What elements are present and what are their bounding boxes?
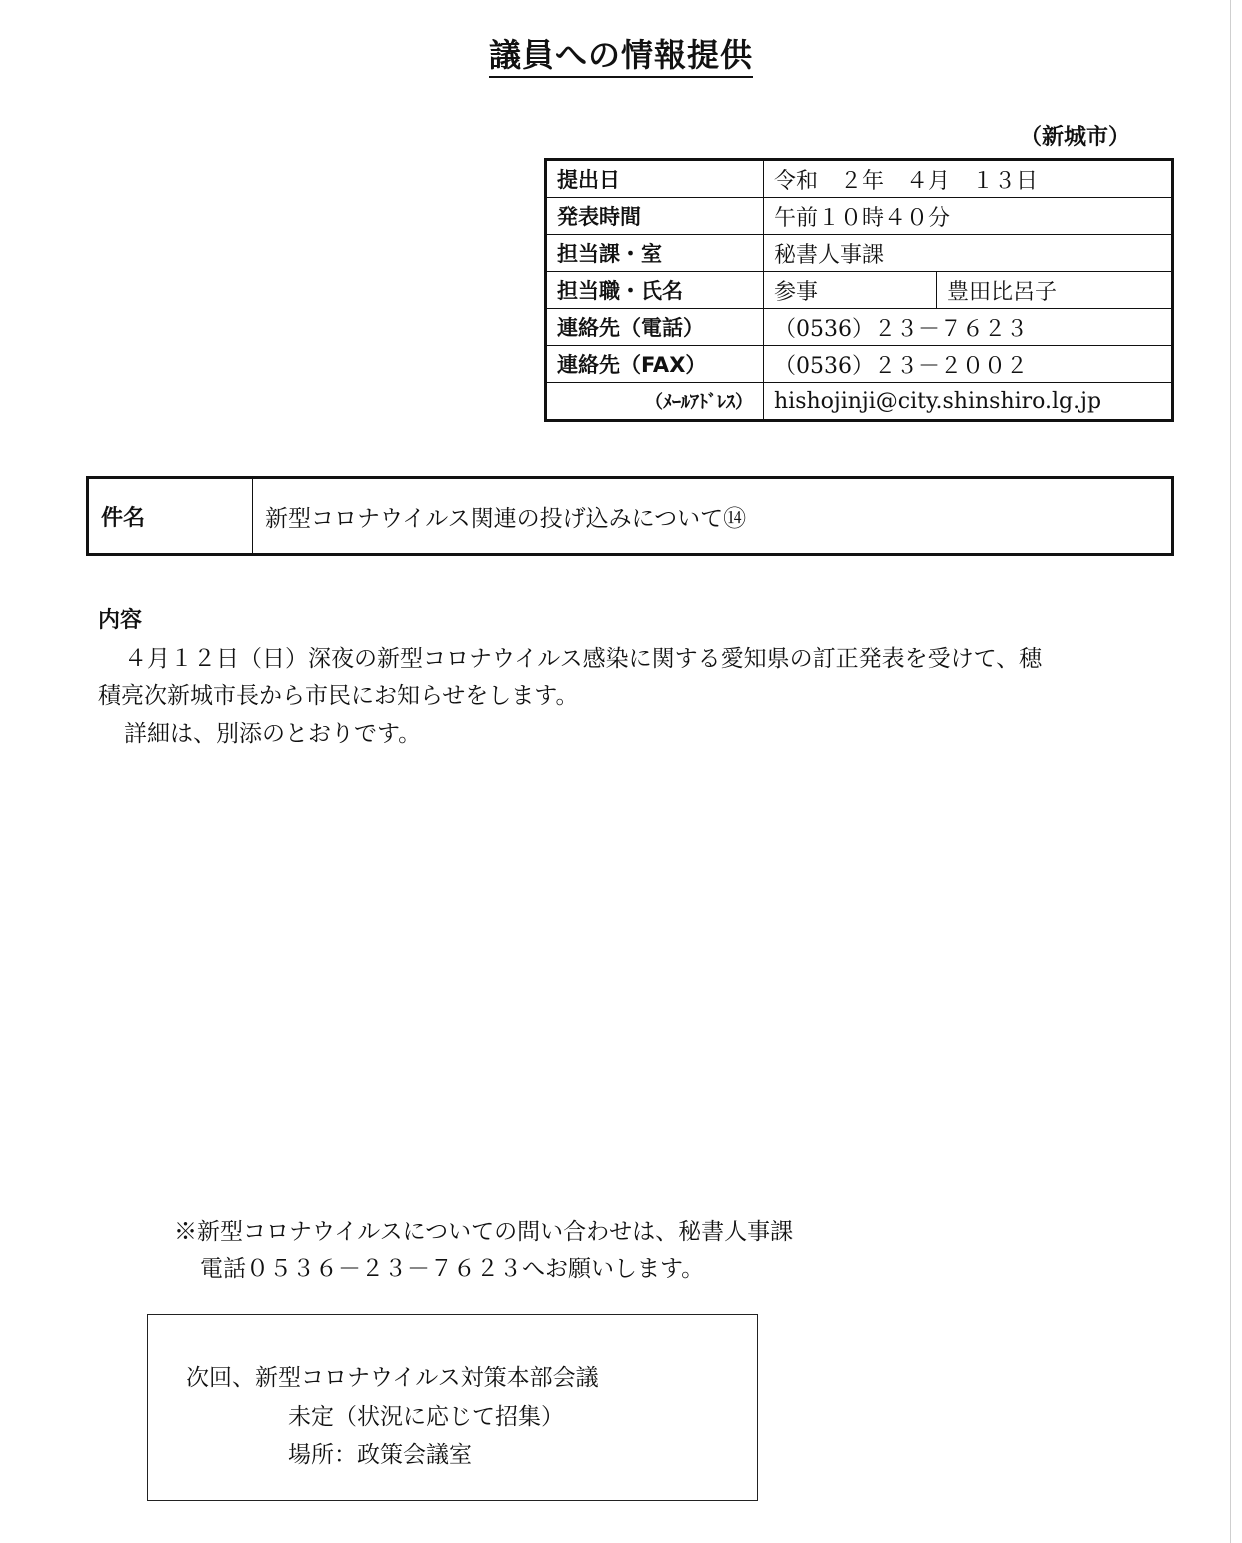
inquiry-note-line-2: 電話０５３６－２３－７６２３へお願いします。 (200, 1256, 705, 1282)
meeting-line-2: 未定（状況に応じて招集） (288, 1404, 564, 1430)
phone-value: （0536）２３－７６２３ (764, 309, 1173, 346)
department-value: 秘書人事課 (764, 235, 1173, 272)
fax-label: 連絡先（FAX） (546, 346, 764, 383)
subject-value: 新型コロナウイルス関連の投げ込みについて⑭ (253, 478, 1173, 555)
person-name: 豊田比呂子 (937, 272, 1173, 309)
content-heading: 内容 (98, 608, 143, 633)
inquiry-note-line-1: ※新型コロナウイルスについての問い合わせは、秘書人事課 (174, 1219, 794, 1245)
release-time-label: 発表時間 (546, 198, 764, 235)
fax-value: （0536）２３－２００２ (764, 346, 1173, 383)
meeting-box (147, 1314, 758, 1501)
table-row (546, 160, 1173, 198)
submit-date-label: 提出日 (546, 160, 764, 198)
content-line-3: 詳細は、別添のとおりです。 (124, 721, 422, 747)
person-label: 担当職・氏名 (546, 272, 764, 309)
page-edge (1230, 0, 1231, 1543)
table-row (546, 198, 1173, 235)
submit-date-value: 令和 ２年 ４月 １３日 (764, 160, 1173, 198)
release-time-value: 午前１０時４０分 (764, 198, 1173, 235)
subject-table (86, 476, 1174, 556)
table-row (88, 478, 1173, 555)
subject-label: 件名 (88, 478, 253, 555)
meeting-line-1: 次回、新型コロナウイルス対策本部会議 (186, 1365, 599, 1391)
email-label: （ﾒｰﾙｱﾄﾞﾚｽ） (546, 383, 764, 421)
table-row (546, 309, 1173, 346)
table-row (546, 346, 1173, 383)
meeting-line-3: 場所：政策会議室 (288, 1442, 472, 1468)
document-title: 議員への情報提供 (0, 30, 1242, 76)
table-row (546, 272, 1173, 309)
table-row (546, 383, 1173, 421)
person-title: 参事 (764, 272, 937, 309)
content-line-2: 積亮次新城市長から市民にお知らせをします。 (98, 683, 579, 709)
content-line-1: ４月１２日（日）深夜の新型コロナウイルス感染に関する愛知県の訂正発表を受けて、穂 (124, 646, 1043, 672)
email-value: hishojinji@city.shinshiro.lg.jp (764, 383, 1173, 421)
table-row (546, 235, 1173, 272)
city-name: （新城市） (1020, 125, 1131, 150)
info-table (544, 158, 1174, 422)
department-label: 担当課・室 (546, 235, 764, 272)
phone-label: 連絡先（電話） (546, 309, 764, 346)
